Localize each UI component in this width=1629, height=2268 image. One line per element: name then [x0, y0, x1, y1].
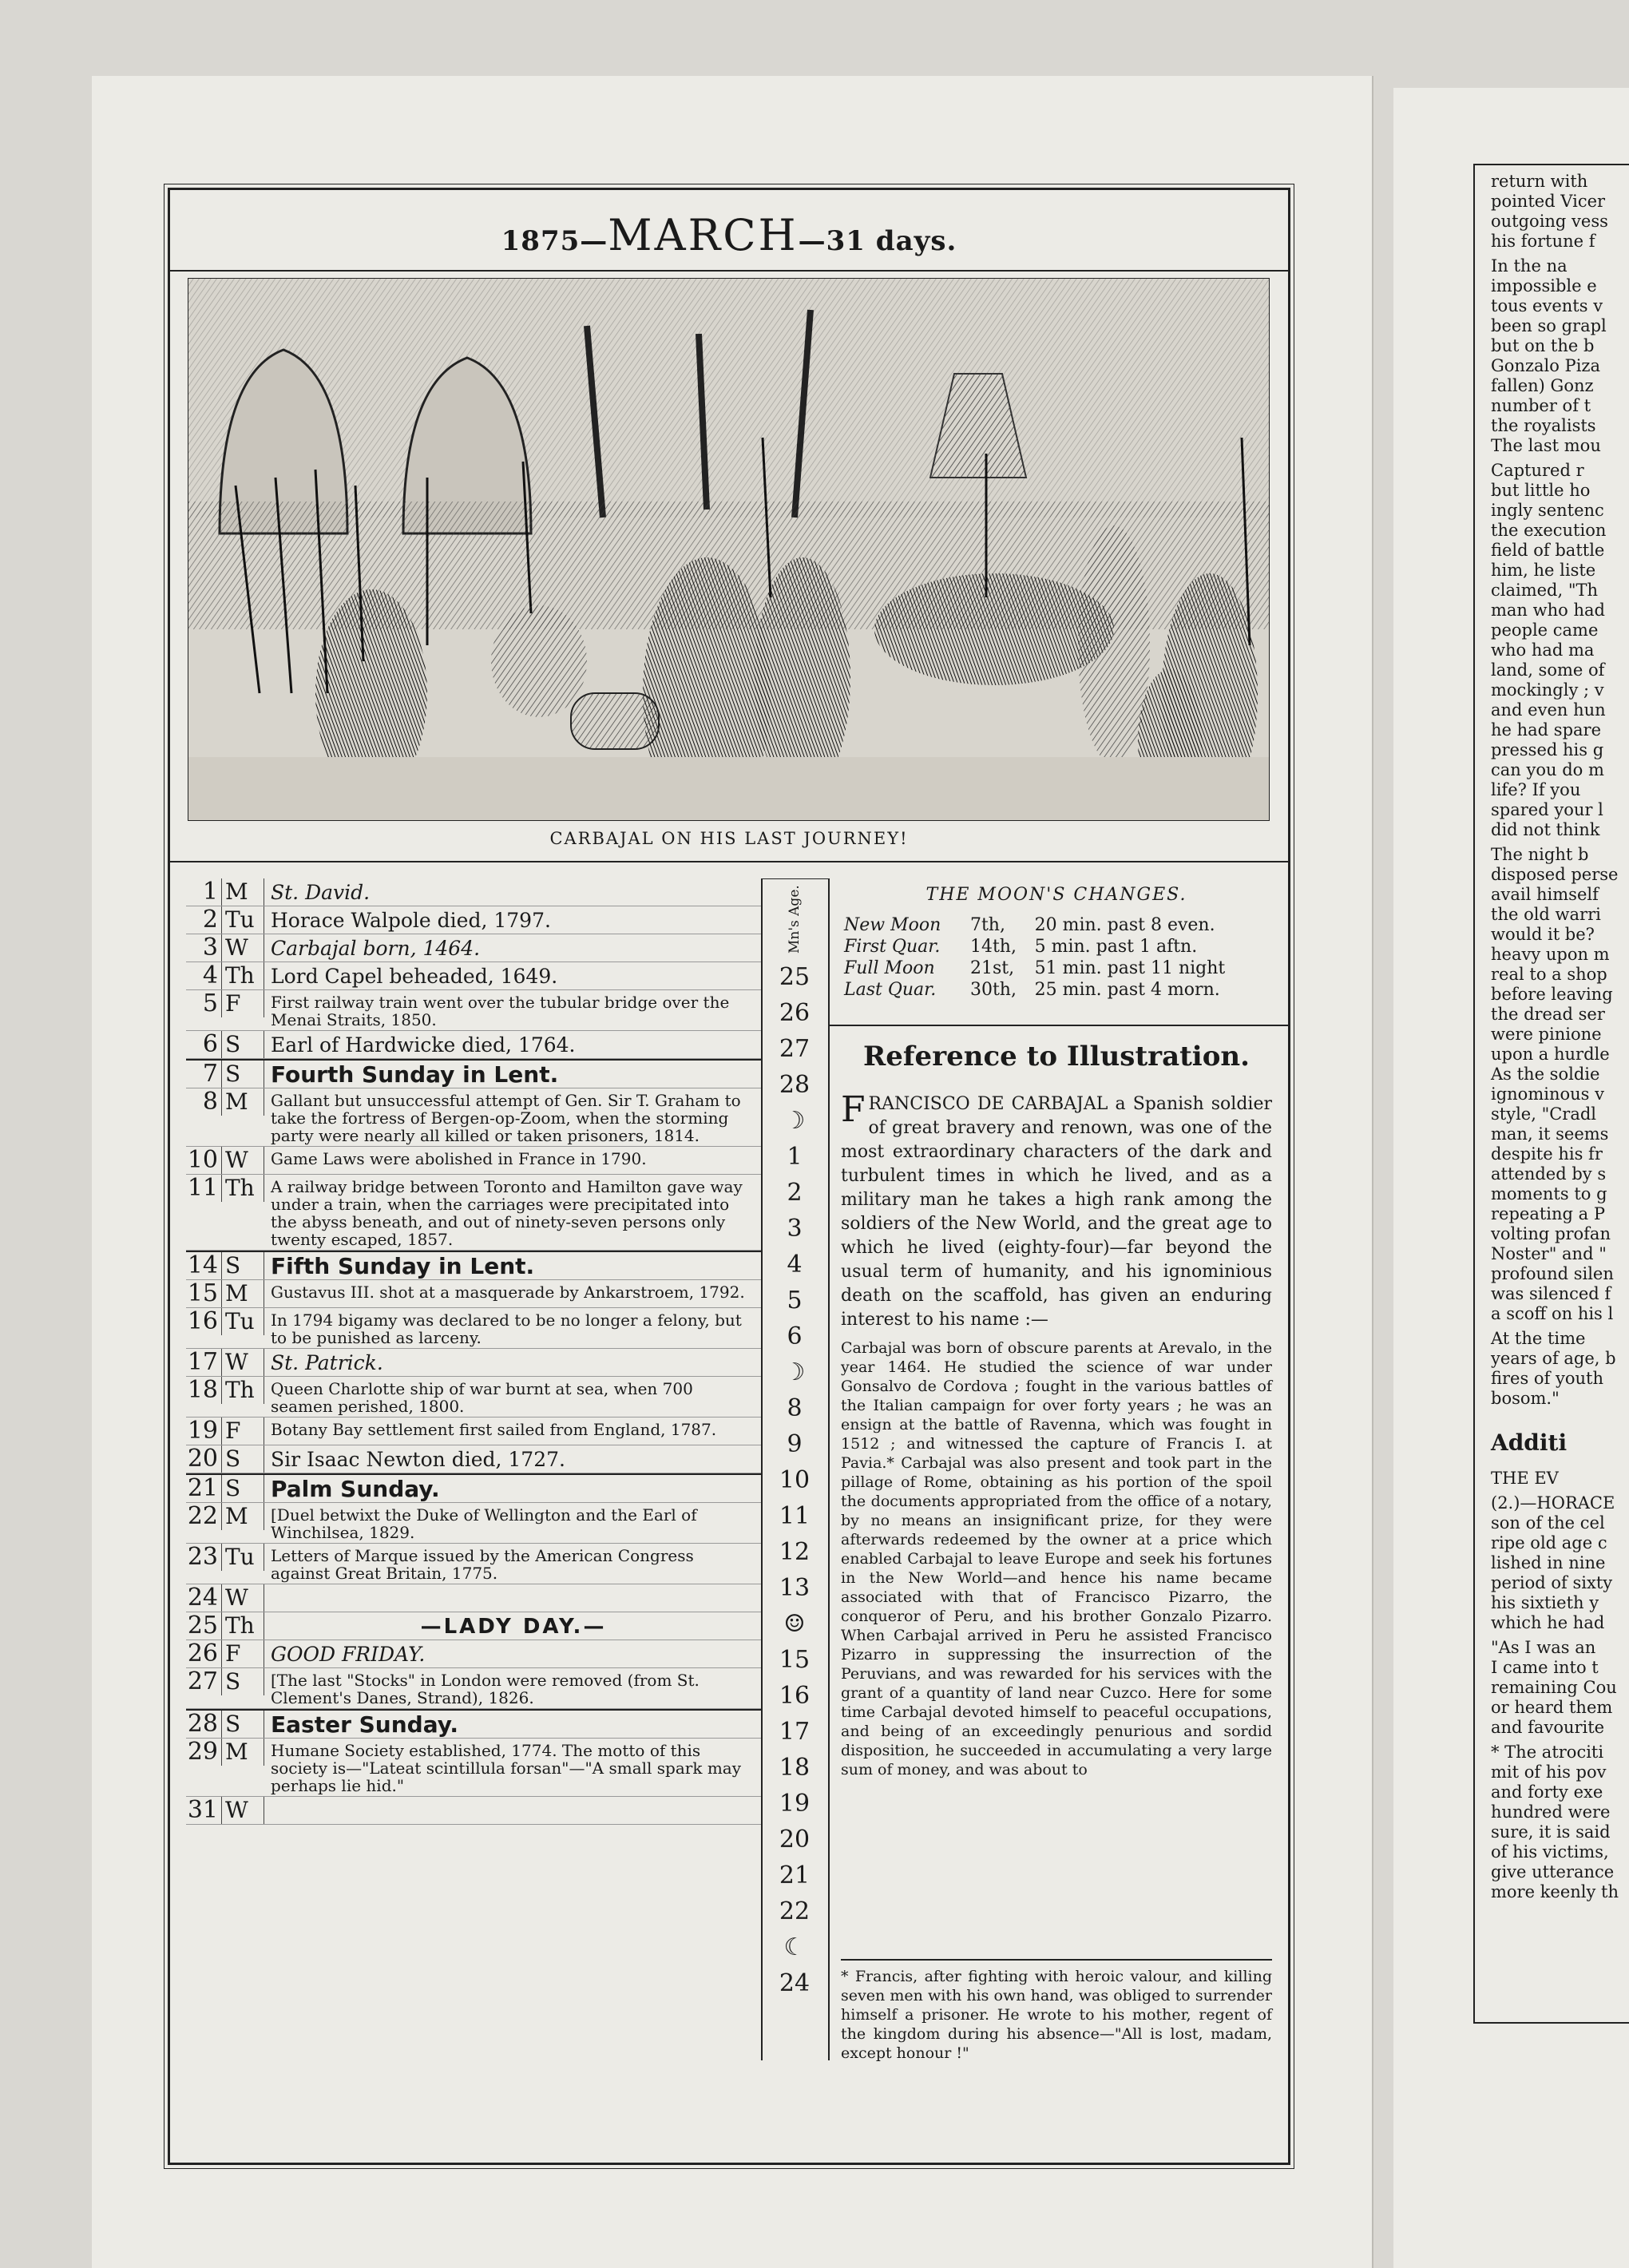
right-page-line: sure, it is said: [1491, 1822, 1611, 1842]
moon-age-value: 9: [787, 1430, 803, 1458]
right-page-line: a scoff on his l: [1491, 1304, 1614, 1323]
illustration-caption: CARBAJAL ON HIS LAST JOURNEY!: [549, 829, 909, 848]
moon-change-row: [841, 936, 1272, 958]
right-page-line: more keenly th: [1491, 1882, 1619, 1901]
day-of-week: M: [221, 1088, 264, 1116]
right-page-line: mockingly ; v: [1491, 680, 1604, 700]
moon-change-name: Last Quar.: [844, 980, 937, 1000]
day-event: Gustavus III. shot at a masquerade by Ankarstroem, 1792.: [271, 1283, 745, 1302]
right-page-paragraph: [1491, 461, 1629, 840]
reference-intro: FRANCISCO DE CARBAJAL a Spanish soldier of great bravery and renown, was one of the most extraordinary characters of the dark and turbulent times in which he lived, and as a military man he takes a high rank among the soldiers of the New World, and the great age to which he lived (eighty-four)—far beyond the usual term of humanity, and his ignominious death on the scaffold, has given an enduring interest to his name :—: [841, 1089, 1272, 1330]
day-number: 26: [187, 1640, 218, 1667]
right-page-line: give utterance: [1491, 1862, 1615, 1881]
calendar-row: [186, 1175, 761, 1251]
right-page-line: number of t: [1491, 396, 1591, 415]
calendar-row: [186, 1088, 761, 1147]
moon-age-values: [761, 959, 828, 2001]
reference-footnote: * Francis, after fighting with heroic valour, and killing seven men with his own hand, was obliged to surrender himself a prisoner. He wrote to his mother, regent of the kingdom during his absence—"All is lost, madam, except honour !": [841, 1959, 1272, 2063]
moon-change-date: 21st,: [969, 958, 1015, 978]
moon-change-name: Full Moon: [844, 958, 935, 978]
moon-divider: [829, 1025, 1288, 1026]
calendar-row: [186, 1280, 761, 1308]
moon-age-value: 3: [787, 1215, 803, 1243]
right-page-line: man, it seems: [1491, 1124, 1609, 1144]
moon-age-value: ☺: [783, 1610, 806, 1638]
day-event: Easter Sunday.: [271, 1711, 459, 1738]
right-page-line: tous events v: [1491, 296, 1603, 315]
moon-change-time: 25 min. past 4 morn.: [1034, 980, 1220, 1000]
day-of-week: S: [221, 1668, 264, 1695]
day-event: [The last "Stocks" in London were removed (from St. Clement's Danes, Strand), 1826.: [271, 1671, 700, 1707]
day-event: —LADY DAY.—: [420, 1615, 607, 1639]
right-page-line: claimed, "Th: [1491, 581, 1599, 600]
day-number: 20: [187, 1445, 218, 1473]
calendar-row: [186, 962, 761, 990]
day-number: 5: [202, 989, 218, 1017]
moon-age-value: 22: [779, 1897, 811, 1925]
day-number: 4: [202, 962, 218, 989]
month: MARCH: [608, 210, 799, 260]
day-of-week: Tu: [221, 1544, 264, 1571]
right-page-line: attended by s: [1491, 1164, 1607, 1184]
moon-age-value: 26: [779, 999, 811, 1027]
right-page-line: the execution: [1491, 521, 1607, 540]
day-event: Fourth Sunday in Lent.: [271, 1061, 559, 1088]
right-page-line: bosom.": [1491, 1389, 1560, 1408]
right-page-line: The last mou: [1491, 436, 1601, 455]
day-event: In 1794 bigamy was declared to be no longer a felony, but to be punished as larceny.: [271, 1310, 742, 1347]
right-page-text: [1475, 165, 1629, 1902]
day-number: 27: [187, 1667, 218, 1695]
calendar-row: [186, 1059, 761, 1088]
right-page-line: but little ho: [1491, 481, 1591, 500]
right-page-line: style, "Cradl: [1491, 1104, 1597, 1124]
moon-change-time: 5 min. past 1 aftn.: [1034, 937, 1198, 957]
moon-change-row: [841, 958, 1272, 979]
calendar-row: [186, 1503, 761, 1544]
moon-age-value: 27: [779, 1035, 811, 1063]
calendar-row: [186, 934, 761, 962]
right-page-line: despite his fr: [1491, 1144, 1603, 1164]
right-page-line: moments to g: [1491, 1184, 1607, 1203]
reference-paragraph: Carbajal was born of obscure parents at Arevalo, in the year 1464. He studied the science of war under Gonsalvo de Cordova ; fought in the various battles of the Italian campaign for over forty years ; he was an ensign at the battle of Ravenna, which was fought in 1512 ; and witnessed the capture of Francis I. at Pavia.* Carbajal was also present and took part in the pillage of Rome, obtaining as his portion of the spoil the documents appropriated from the office of a notary, by no means an insignificant prize, for they were afterwards redeemed by the owner at a price which enabled Carbajal to leave Europe and seek his fortunes in the New World—and hence his name became associated with that of Francisco Pizarro, the conqueror of Peru, and his brother Gonzalo Pizarro. When Carbajal arrived in Peru he assisted Francisco Pizarro in suppressing the insurrection of the Peruvians, and was rewarded for his services with the grant of a quantity of land near Cuzco. Here for some time Carbajal devoted himself to peaceful occupations, and being of an exceedingly penurious and sordid disposition, he succeeded in accumulating a very large sum of money, and was about to: [841, 1339, 1272, 1778]
calendar-row: [186, 1445, 761, 1473]
right-page-line: land, some of: [1491, 660, 1605, 680]
day-event: Queen Charlotte ship of war burnt at sea, when 700 seamen perished, 1800.: [271, 1379, 693, 1416]
right-page-line: return with: [1491, 172, 1588, 191]
right-page-line: * The atrociti: [1491, 1743, 1604, 1762]
day-number: 16: [187, 1307, 218, 1335]
moon-age-value: 13: [779, 1574, 811, 1602]
calendar-row: [186, 1377, 761, 1418]
right-page-line: were pinione: [1491, 1025, 1602, 1044]
day-of-week: M: [221, 1739, 264, 1766]
right-page-paragraph: [1491, 1493, 1629, 1633]
moon-age-column: [761, 878, 830, 2060]
day-number: 14: [187, 1251, 218, 1279]
right-page-line: and forty exe: [1491, 1782, 1603, 1802]
day-number: 22: [187, 1502, 218, 1530]
day-of-week: W: [221, 1349, 264, 1376]
right-page-line: The night b: [1491, 845, 1589, 864]
moon-age-value: 20: [779, 1826, 811, 1854]
right-page-line: did not think: [1491, 820, 1600, 839]
calendar-row: [186, 1668, 761, 1709]
moon-changes-heading: THE MOON'S CHANGES.: [925, 885, 1187, 905]
right-page-line: life? If you: [1491, 780, 1581, 799]
right-page-line: repeating a P: [1491, 1204, 1605, 1223]
right-page-line: fallen) Gonz: [1491, 376, 1594, 395]
day-event: Game Laws were abolished in France in 1790.: [271, 1149, 647, 1168]
calendar-row: [186, 1544, 761, 1584]
moon-age-value: 6: [787, 1322, 803, 1350]
right-page-heading: Additi: [1491, 1429, 1568, 1456]
moon-age-value: 8: [787, 1394, 803, 1422]
day-event: First railway train went over the tubular bridge over the Menai Straits, 1850.: [271, 993, 730, 1029]
moon-age-value: 16: [779, 1682, 811, 1710]
day-number: 19: [187, 1417, 218, 1445]
right-page-paragraph: [1491, 845, 1629, 1324]
moon-age-value: 11: [779, 1502, 811, 1530]
right-page-line: ignominous v: [1491, 1084, 1604, 1104]
calendar-row: [186, 878, 761, 906]
right-page-line: Captured r: [1491, 461, 1584, 480]
day-number: 21: [187, 1474, 218, 1502]
day-of-week: S: [221, 1061, 264, 1088]
calendar-list: [186, 878, 763, 2060]
day-of-week: M: [221, 1280, 264, 1307]
moon-age-value: 19: [779, 1790, 811, 1818]
moon-age-heading: Mn's Age.: [761, 878, 828, 959]
moon-age-value: 25: [779, 963, 811, 991]
right-page-line: At the time: [1491, 1329, 1586, 1348]
day-number: 6: [202, 1030, 218, 1058]
calendar-frame: [168, 188, 1290, 2165]
moon-age-value: 15: [779, 1646, 811, 1674]
right-page-paragraph: [1491, 1743, 1629, 1902]
day-of-week: Th: [221, 1377, 264, 1404]
page-title: 1875—MARCH—31 days.: [501, 210, 957, 260]
day-of-week: S: [221, 1252, 264, 1279]
day-event: Lord Capel beheaded, 1649.: [271, 965, 558, 988]
day-of-week: W: [221, 934, 264, 962]
right-page-paragraph: [1491, 1329, 1629, 1409]
day-event: [264, 1584, 761, 1589]
moon-change-name: First Quar.: [844, 937, 941, 957]
right-page-paragraph: [1491, 1638, 1629, 1738]
right-page-line: field of battle: [1491, 541, 1605, 560]
calendar-row: [186, 906, 761, 934]
moon-age-value: 17: [779, 1718, 811, 1746]
left-page: [92, 76, 1373, 2268]
right-page-subheading: THE EV: [1491, 1469, 1559, 1488]
right-page-line: fires of youth: [1491, 1369, 1604, 1388]
engraving-image: [188, 278, 1270, 821]
day-event: Earl of Hardwicke died, 1764.: [271, 1033, 576, 1057]
right-page-line: outgoing vess: [1491, 212, 1608, 231]
year: 1875: [501, 225, 581, 257]
right-page-line: would it be?: [1491, 925, 1595, 944]
right-page-line: and even hun: [1491, 700, 1606, 720]
calendar-row: [186, 1584, 761, 1612]
day-event: Gallant but unsuccessful attempt of Gen. Sir T. Graham to take the fortress of Bergen-op-Zoom, when the storming party were nearly all killed or taken prisoners, 1814.: [271, 1091, 741, 1145]
moon-changes-table: [841, 914, 1272, 1001]
right-page-line: avail himself: [1491, 885, 1599, 904]
day-number: 7: [202, 1060, 218, 1088]
right-page-line: or heard them: [1491, 1698, 1613, 1717]
day-number: 10: [187, 1146, 218, 1174]
moon-age-value: 12: [779, 1538, 811, 1566]
day-of-week: S: [221, 1475, 264, 1502]
day-event: Botany Bay settlement first sailed from England, 1787.: [271, 1420, 717, 1439]
right-page-line: impossible e: [1491, 276, 1597, 295]
reference-title: Reference to Illustration.: [863, 1041, 1250, 1073]
calendar-row: [186, 1640, 761, 1668]
right-page-line: remaining Cou: [1491, 1678, 1617, 1697]
calendar-row: [186, 1709, 761, 1739]
right-page-line: "As I was an: [1491, 1638, 1596, 1657]
moon-age-value: 10: [779, 1466, 811, 1494]
right-page-line: ripe old age c: [1491, 1533, 1607, 1552]
calendar-row: [186, 1031, 761, 1059]
day-event: Sir Isaac Newton died, 1727.: [271, 1448, 565, 1471]
right-page-line: pressed his g: [1491, 740, 1604, 759]
right-page-line: son of the cel: [1491, 1513, 1605, 1532]
drop-cap: F: [841, 1089, 866, 1130]
right-page-line: In the na: [1491, 256, 1568, 276]
day-of-week: Th: [221, 962, 264, 989]
title-divider: [170, 270, 1288, 272]
day-event: [264, 1797, 761, 1802]
moon-change-name: New Moon: [844, 915, 941, 935]
right-page-line: period of sixty: [1491, 1573, 1613, 1592]
moon-age-value: 24: [779, 1969, 811, 1997]
right-page-line: can you do m: [1491, 760, 1604, 779]
day-of-week: W: [221, 1797, 264, 1824]
right-page-line: lished in nine: [1491, 1553, 1606, 1572]
right-page-line: upon a hurdle: [1491, 1045, 1610, 1064]
day-number: 18: [187, 1376, 218, 1404]
right-page-line: (2.)—HORACE: [1491, 1493, 1615, 1513]
moon-age-value: 28: [779, 1071, 811, 1099]
right-page-line: and favourite: [1491, 1718, 1605, 1737]
reference-body: [841, 1089, 1272, 1786]
moon-change-row: [841, 979, 1272, 1001]
day-number: 23: [187, 1543, 218, 1571]
calendar-row: [186, 1473, 761, 1503]
right-page-line: disposed perse: [1491, 865, 1619, 884]
day-event: St. Patrick.: [271, 1351, 383, 1374]
day-of-week: W: [221, 1584, 264, 1612]
moon-change-date: 7th,: [969, 915, 1005, 935]
day-of-week: Th: [221, 1612, 264, 1640]
right-page-line: but on the b: [1491, 336, 1595, 355]
day-event: Fifth Sunday in Lent.: [271, 1253, 535, 1279]
right-page-line: his sixtieth y: [1491, 1593, 1599, 1612]
right-page-line: ingly sentenc: [1491, 501, 1604, 520]
right-page-line: heavy upon m: [1491, 945, 1610, 964]
right-page-line: volting profan: [1491, 1224, 1611, 1243]
day-of-week: S: [221, 1711, 264, 1738]
moon-changes: [841, 885, 1272, 1001]
days-count: 31 days.: [826, 225, 957, 257]
day-event: Carbajal born, 1464.: [271, 937, 481, 960]
right-page-line: man who had: [1491, 601, 1605, 620]
moon-age-value: 21: [779, 1862, 811, 1889]
day-of-week: M: [221, 1503, 264, 1530]
day-event: Humane Society established, 1774. The motto of this society is—"Lateat scintillula forsan"—"A small spark may perhaps lie hid.": [271, 1741, 742, 1795]
moon-age-value: ☽: [783, 1358, 806, 1386]
day-of-week: S: [221, 1031, 264, 1058]
day-number: 29: [187, 1738, 218, 1766]
right-page-line: the royalists: [1491, 416, 1596, 435]
day-of-week: F: [221, 990, 264, 1017]
right-page-line: years of age, b: [1491, 1349, 1616, 1368]
day-of-week: Tu: [221, 906, 264, 934]
day-number: 25: [187, 1612, 218, 1640]
right-page-line: I came into t: [1491, 1658, 1599, 1677]
right-page-line: of his victims,: [1491, 1842, 1609, 1862]
day-number: 2: [202, 906, 218, 934]
engraving-illustration: [188, 278, 1270, 821]
right-page-line: profound silen: [1491, 1264, 1614, 1283]
moon-age-value: ☽: [783, 1107, 806, 1135]
right-page-line: As the soldie: [1491, 1065, 1600, 1084]
right-page-line: he had spare: [1491, 720, 1601, 739]
right-page-line: him, he liste: [1491, 561, 1596, 580]
right-page-frame: [1473, 164, 1629, 2024]
moon-change-row: [841, 914, 1272, 936]
moon-age-value: ☾: [783, 1933, 806, 1961]
right-page-paragraph: [1491, 172, 1629, 252]
calendar-row: [186, 1739, 761, 1797]
day-event: A railway bridge between Toronto and Hamilton gave way under a train, when the carriages were precipitated into the abyss beneath, and out of ninety-seven persons only twenty escaped, 1857.: [271, 1177, 743, 1249]
calendar-row: [186, 1308, 761, 1349]
calendar-row: [186, 1418, 761, 1445]
day-of-week: F: [221, 1418, 264, 1445]
day-number: 17: [187, 1348, 218, 1376]
right-page-line: been so grapl: [1491, 316, 1607, 335]
right-page-line: his fortune f: [1491, 232, 1595, 251]
right-page-line: real to a shop: [1491, 965, 1607, 984]
moon-change-date: 30th,: [969, 980, 1017, 1000]
day-number: 31: [187, 1796, 218, 1824]
right-page-line: Gonzalo Piza: [1491, 356, 1600, 375]
moon-change-time: 51 min. past 11 night: [1034, 958, 1226, 978]
day-event: St. David.: [271, 881, 371, 904]
moon-age-value: 5: [787, 1287, 803, 1314]
day-of-week: F: [221, 1640, 264, 1667]
day-number: 15: [187, 1279, 218, 1307]
moon-change-date: 14th,: [969, 937, 1017, 957]
right-page-line: mit of his pov: [1491, 1762, 1607, 1782]
day-of-week: Th: [221, 1175, 264, 1202]
caption-divider: [170, 861, 1288, 862]
moon-change-time: 20 min. past 8 even.: [1034, 915, 1215, 935]
day-number: 3: [202, 934, 218, 962]
day-event: Palm Sunday.: [271, 1476, 440, 1502]
right-page-line: Noster" and ": [1491, 1244, 1607, 1263]
right-page-line: was silenced f: [1491, 1284, 1611, 1303]
right-page-line: which he had: [1491, 1613, 1605, 1632]
right-page-line: pointed Vicer: [1491, 192, 1606, 211]
calendar-row: [186, 990, 761, 1031]
day-of-week: M: [221, 878, 264, 906]
day-event: Horace Walpole died, 1797.: [271, 909, 551, 932]
right-page-line: the dread ser: [1491, 1005, 1605, 1024]
moon-age-value: 1: [787, 1143, 803, 1171]
right-page-line: who had ma: [1491, 640, 1595, 660]
day-number: 28: [187, 1710, 218, 1738]
right-page-line: the old warri: [1491, 905, 1601, 924]
right-page-line: hundred were: [1491, 1802, 1611, 1822]
day-event: [Duel betwixt the Duke of Wellington and the Earl of Winchilsea, 1829.: [271, 1505, 697, 1542]
right-page-line: people came: [1491, 621, 1599, 640]
calendar-row: [186, 1349, 761, 1377]
calendar-row: [186, 1797, 761, 1825]
day-of-week: S: [221, 1445, 264, 1473]
calendar-row: [186, 1612, 761, 1640]
day-number: 24: [187, 1584, 218, 1612]
right-page-paragraph: [1491, 256, 1629, 456]
moon-age-value: 4: [787, 1251, 803, 1279]
day-event: Letters of Marque issued by the American Congress against Great Britain, 1775.: [271, 1546, 694, 1583]
day-of-week: Tu: [221, 1308, 264, 1335]
day-event: GOOD FRIDAY.: [271, 1643, 426, 1666]
moon-age-value: 18: [779, 1754, 811, 1782]
right-page-line: before leaving: [1491, 985, 1613, 1004]
day-of-week: W: [221, 1147, 264, 1174]
day-number: 11: [187, 1174, 218, 1202]
calendar-row: [186, 1147, 761, 1175]
calendar-row: [186, 1251, 761, 1280]
day-number: 1: [202, 878, 218, 906]
moon-age-value: 2: [787, 1179, 803, 1207]
day-number: 8: [202, 1088, 218, 1116]
right-page-line: spared your l: [1491, 800, 1603, 819]
